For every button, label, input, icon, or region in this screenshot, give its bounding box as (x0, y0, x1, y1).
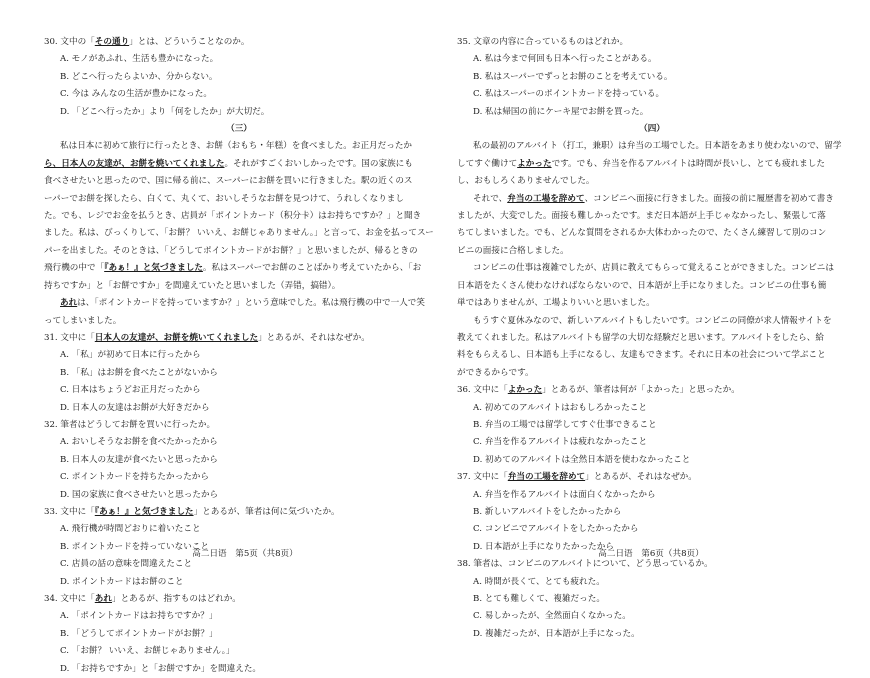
q37-option-b: B. 新しいアルバイトをしたかったから (473, 506, 622, 517)
passage4-line: ができるからです。 (457, 367, 534, 378)
q37-option-c: C. コンビニでアルバイトをしたかったから (473, 524, 639, 535)
q30-option-c: C. 今は みんなの生活が豊かになった。 (60, 89, 212, 100)
q38-stem: 38. 筆者は、コンビニのアルバイトについて、どう思っているか。 (457, 559, 713, 570)
q34-option-d: D. 「お持ちですか」と「お餅ですか」を間違えた。 (60, 663, 262, 674)
passage3-line: パーを出ました。そのときは、「どうしてポイントカードがお餅？」と思いましたが、帰るときの (44, 245, 418, 256)
passage3-line: 私は日本に初めて旅行に行ったとき、お餅（おもち・年糕）を食べました。お正月だったか (60, 141, 413, 152)
q36-option-c: C. 弁当を作るアルバイトは疲れなかったこと (473, 437, 648, 448)
q37-stem: 37. 文中に「弁当の工場を辞めて」とあるが、それはなぜか。 (457, 472, 697, 483)
q32-option-c: C. ポイントカードを持ちたかったから (60, 472, 209, 483)
q33-stem: 33. 文中に「『あぁ！』と気づきました」とあるが、筆者は何に気づいたか。 (44, 506, 340, 517)
passage4-line: もうすぐ夏休みなので、新しいアルバイトもしたいです。コンビニの同僚が求人情報サイトを (473, 315, 832, 326)
q38-option-b: B. とても難しくて、複雑だった。 (473, 594, 605, 604)
passage3-line: ーパーでお餅を探したら、白くて、丸くて、おいしそうなお餅を見つけて、うれしくなりまし (44, 193, 404, 204)
q34-option-a: A. 「ポイントカードはお持ちですか？」 (60, 611, 218, 622)
passage4-line: 単ではありませんが、工場よりいいと思いました。 (457, 298, 655, 309)
passage4-line: ましたが、大変でした。面接も難しかったです。まだ日本語が上手じゃなかったし、緊張して落 (457, 211, 826, 222)
q30-option-d: D. 「どこへ行ったか」より「何をしたか」が大切だ。 (60, 106, 270, 117)
section-3-heading: （三） (226, 124, 252, 135)
passage4-line: ちてしまいました。でも、どんな質問をされるか大体わかったので、たくさん練習して別のコン (457, 228, 827, 239)
q31-stem: 31. 文中に「日本人の友達が、お餅を焼いてくれました」とあるが、それはなぜか。 (44, 332, 370, 343)
passage4-line: コンビニの仕事は複雑でしたが、店員に教えてもらって覚えることができました。コンビニは (473, 263, 834, 274)
q32-stem: 32. 筆者はどうしてお餅を買いに行ったか。 (44, 419, 216, 430)
passage4-line: 日本語をたくさん使わなければならないので、日本語が上手になりました。コンビニの仕事も簡 (457, 280, 827, 291)
passage3-line: ら、日本人の友達が、お餅を焼いてくれました。それがすごくおいしかったです。国の家族にも (44, 158, 413, 169)
q34-option-b: B. 「どうしてポイントカードがお餅？」 (60, 628, 218, 639)
q37-option-d: D. 日本語が上手になりたかったから (473, 541, 614, 552)
passage3-line: 持ちですか」と「お餅ですか」を間違えていたと思いました（弄错，搞错）。 (44, 280, 341, 291)
q31-option-c: C. 日本はちょうどお正月だったから (60, 385, 201, 396)
q35-option-d: D. 私は帰国の前にケーキ屋でお餅を買った。 (473, 106, 649, 117)
q36-option-d: D. 初めてのアルバイトは全然日本語を使わなかったこと (473, 454, 691, 465)
passage4-line: 私の最初のアルバイト（打工，兼职）は弁当の工場でした。日本語をあまり使わないので、留学 (473, 141, 842, 152)
passage3-line: た。でも、レジでお金を払うとき、店員が「ポイントカード（积分卡）はお持ちですか？」と聞き (44, 211, 422, 222)
q38-option-d: D. 複雑だったが、日本語が上手になった。 (473, 628, 640, 639)
passage4-line: 料をもらえるし、日本語も上手になるし、友達もできます。それに日本の社会について学ぶこと (457, 350, 826, 361)
q34-option-c: C. 「お餅？ いいえ、お餅じゃありません。」 (60, 646, 235, 657)
q31-option-b: B. 「私」はお餅を食べたことがないから (60, 367, 218, 378)
passage4-line: してすぐ働けてよかったです。でも、弁当を作るアルバイトは時間が長いし、とても疲れました (457, 158, 825, 169)
q36-option-b: B. 弁当の工場では留学してすぐ仕事できること (473, 419, 657, 430)
passage4-line: し、おもしろくありませんでした。 (457, 176, 595, 187)
q33-option-c: C. 店員の話の意味を間違えたこと (60, 559, 193, 570)
passage3-line: ってしまいました。 (44, 315, 122, 326)
q37-option-a: A. 弁当を作るアルバイトは面白くなかったから (473, 489, 656, 500)
q32-option-a: A. おいしそうなお餅を食べたかったから (60, 437, 218, 448)
q35-option-a: A. 私は今まで何回も日本へ行ったことがある。 (473, 54, 657, 65)
passage3-line: ました。私は、びっくりして、「お餅？ いいえ、お餅じゃありません。」と言って、お金を払ってスー (44, 228, 434, 239)
q33-option-d: D. ポイントカードはお餅のこと (60, 576, 184, 587)
q31-option-a: A. 「私」が初めて日本に行ったから (60, 350, 201, 361)
q33-option-b: B. ポイントカードを持っていないこと (60, 541, 210, 552)
passage3-line: あれは、「ポイントカードを持っていますか？」という意味でした。私は飛行機の中で一人で笑 (60, 298, 425, 309)
q38-option-c: C. 易しかったが、全然面白くなかった。 (473, 611, 631, 622)
passage4-line: 教えてくれました。私はアルバイトも留学の大切な経験だと思います。アルバイトをしたら、給 (457, 332, 824, 343)
q35-stem: 35. 文章の内容に合っているものはどれか。 (457, 37, 629, 47)
q30-stem: 30. 文中の「その通り」とは、どういうことなのか。 (44, 37, 250, 47)
q36-stem: 36. 文中に「よかった」とあるが、筆者は何が「よかった」と思ったか。 (457, 385, 740, 396)
q33-option-a: A. 飛行機が時間どおりに着いたこと (60, 524, 201, 535)
q35-option-b: B. 私はスーパーでずっとお餅のことを考えている。 (473, 71, 673, 82)
q30-option-b: B. どこへ行ったらよいか、分からない。 (60, 71, 218, 82)
q32-option-d: D. 国の家族に食べさせたいと思ったから (60, 489, 219, 500)
right-page-footer: 高二日语 第6页（共8页） (598, 549, 704, 559)
passage3-line: 飛行機の中で「『あぁ！』と気づきました。私はスーパーでお餅のことばかり考えていたから、「お (44, 263, 422, 274)
q36-option-a: A. 初めてのアルバイトはおもしろかったこと (473, 402, 648, 413)
q30-key: その通り (94, 37, 130, 47)
q32-option-b: B. 日本人の友達が食べたいと思ったから (60, 454, 218, 465)
q31-option-d: D. 日本人の友達はお餅が大好きだから (60, 402, 210, 413)
q34-stem: 34. 文中に「あれ」とあるが、指すものはどれか。 (44, 594, 241, 604)
q38-option-a: A. 時間が長くて、とても疲れた。 (473, 576, 605, 587)
passage4-line: ビニの面接に合格しました。 (457, 245, 569, 256)
q30-option-a: A. モノがあふれ、生活も豊かになった。 (60, 54, 219, 65)
section-4-heading: （四） (639, 124, 665, 135)
passage4-line: それで、弁当の工場を辞めて、コンビニへ面接に行きました。面接の前に履歴書を初めて書き (473, 193, 834, 204)
left-page (44, 34, 434, 678)
left-page-footer: 高二日语 第5页（共8页） (192, 549, 298, 559)
passage3-line: 食べさせたいと思ったので、国に帰る前に、スーパーにお餅を買いに行きました。駅の近くのス (44, 176, 413, 187)
q35-option-c: C. 私はスーパーのポイントカードを持っている。 (473, 89, 665, 100)
